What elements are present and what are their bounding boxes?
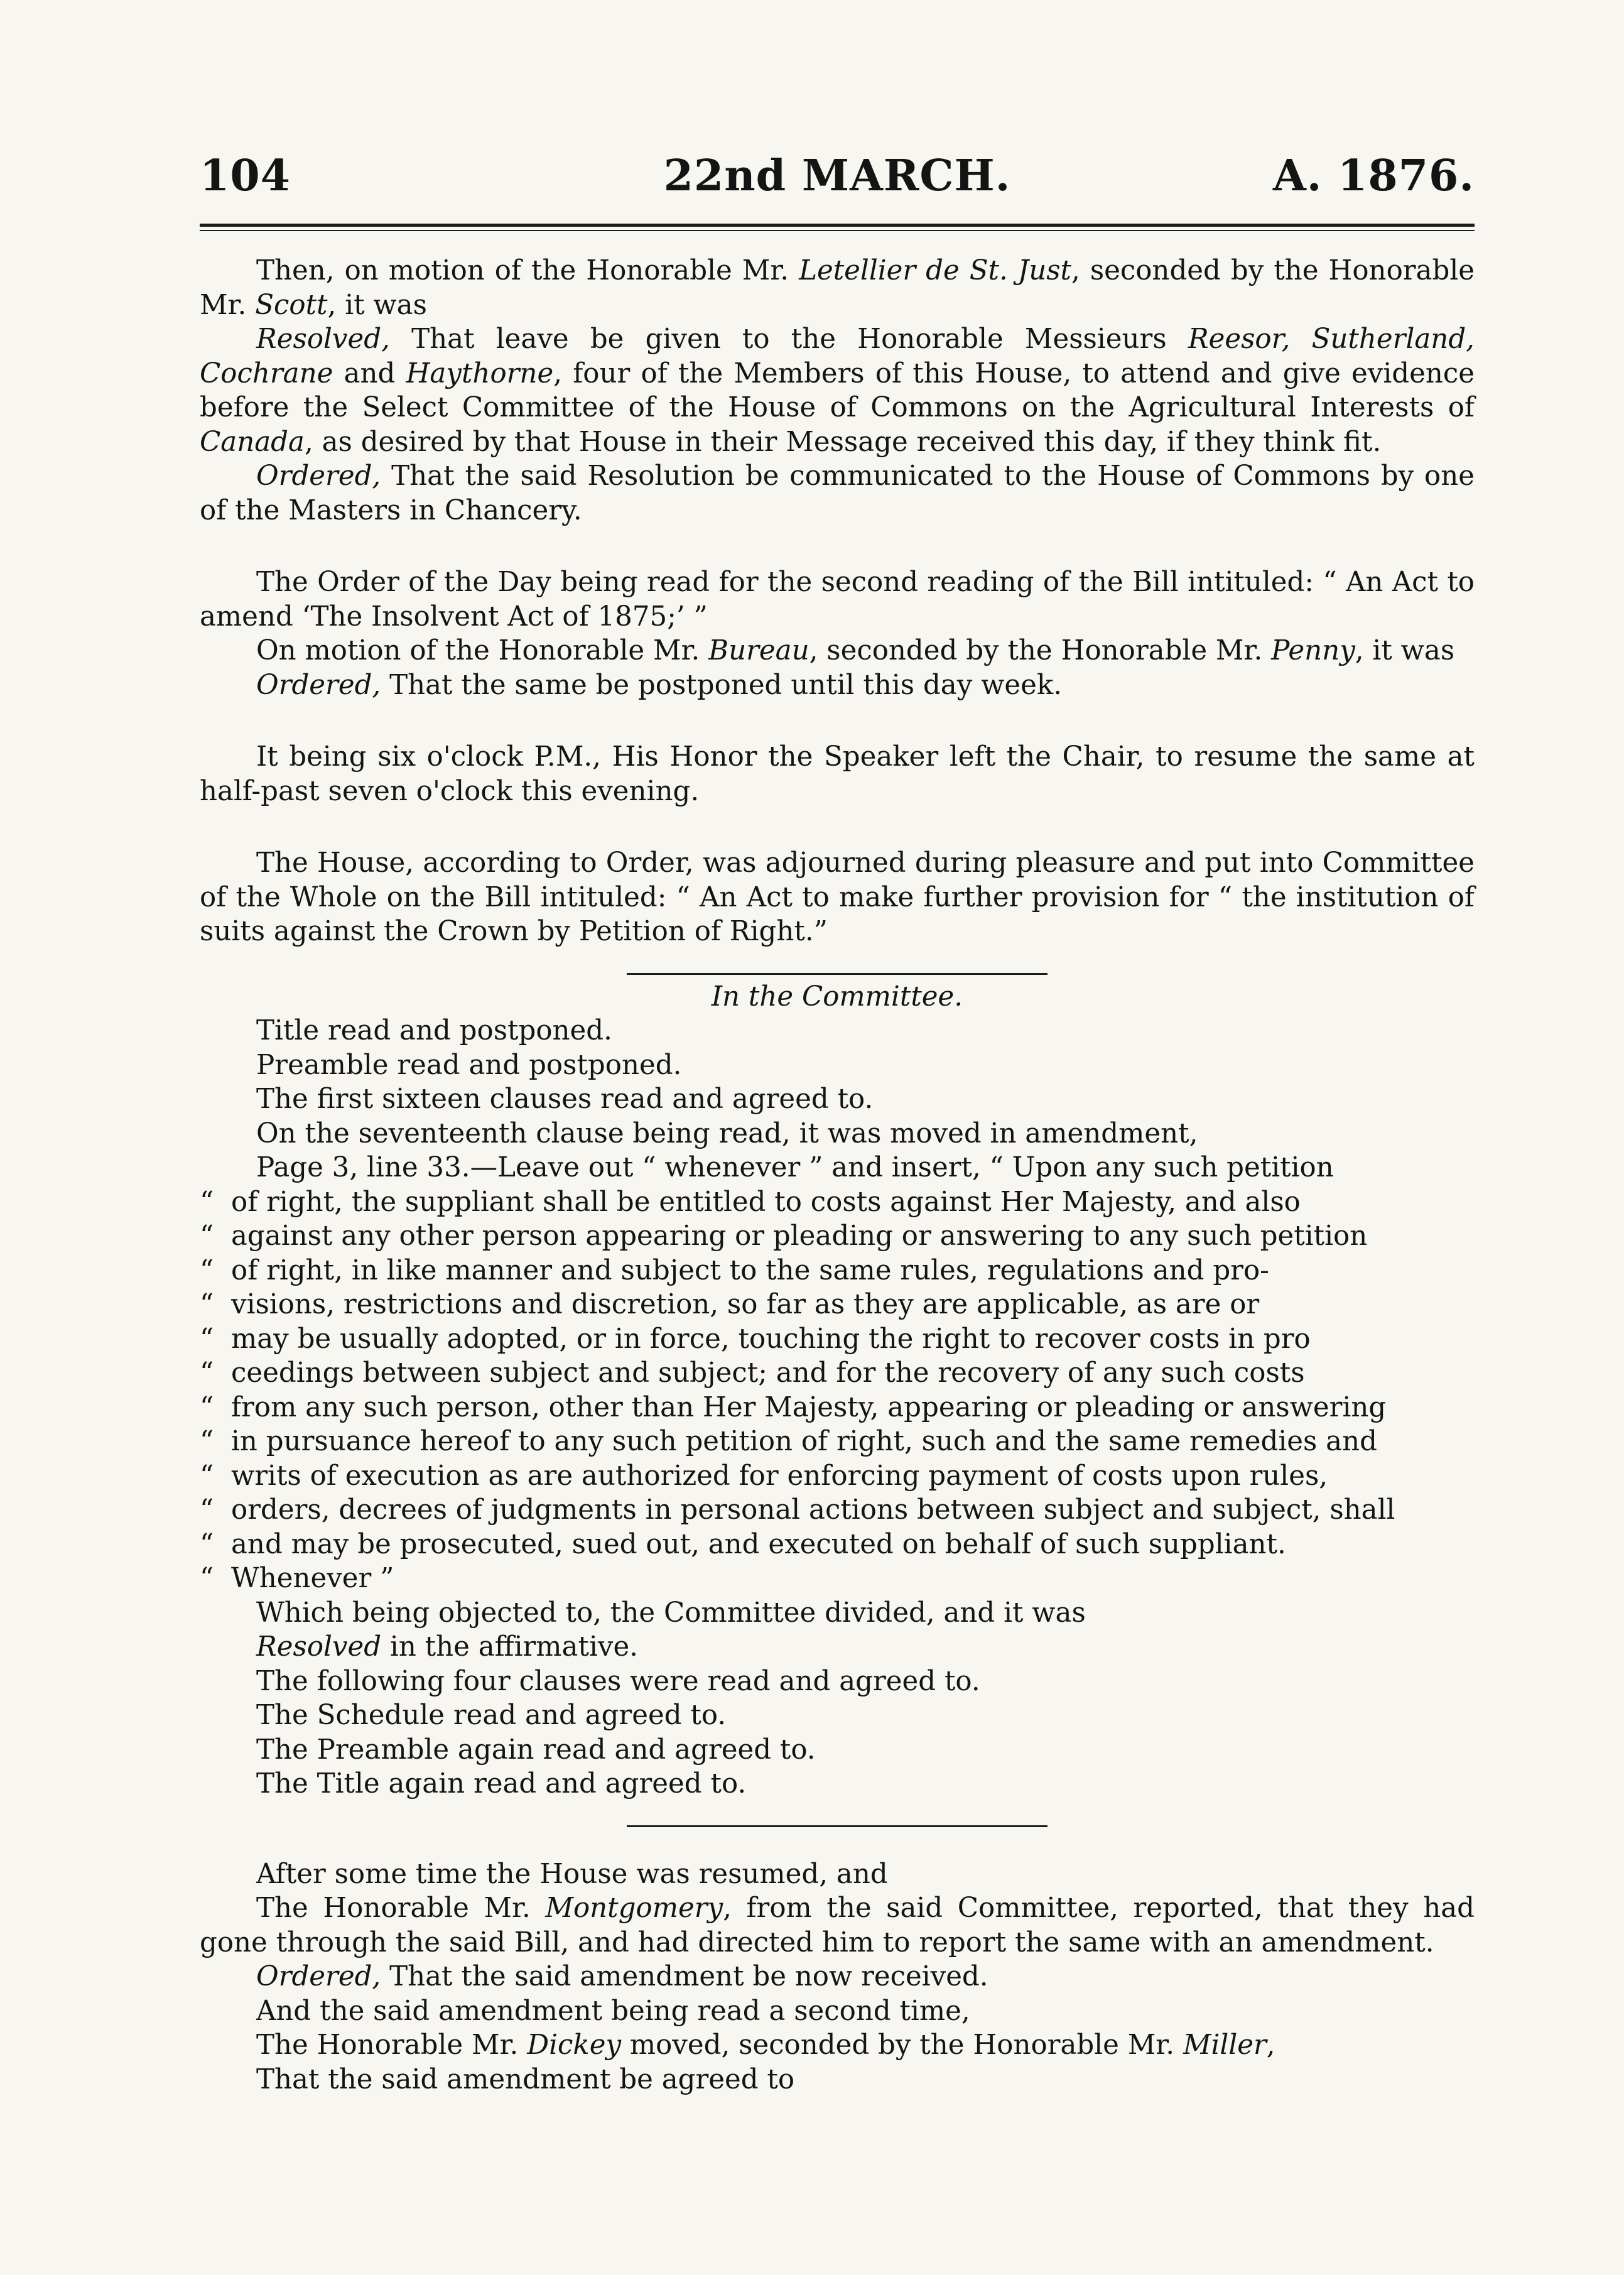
paragraph-ordered-2: Ordered, That the same be postponed until this day week. — [256, 669, 1063, 701]
paragraph-ordered: Ordered, That the said Resolution be communicated to the House of Commons by one of the Masters in Chancery. — [200, 460, 1475, 526]
member-name: Dickey — [527, 2029, 622, 2061]
amendment-line: “ Whenever ” — [200, 1563, 394, 1594]
amendment-line: “ orders, decrees of judgments in personal actions between subject and subject, shall — [200, 1494, 1395, 1526]
amendment-text — [200, 1151, 1475, 1596]
page-header — [200, 151, 1475, 220]
amendment-line: “ in pursuance hereof to any such petition of right, such and the same remedies and — [200, 1426, 1377, 1457]
paragraph-resolution: Resolved, That leave be given to the Honorable Messieurs Reesor, Sutherland, Cochrane and Haythorne, four of the Members of this House, to attend and give evidence before the Select Committee of the House of Commons on the Agricultural Interests of Canada, as desired by that House in their Message received this day, if they think fit. — [200, 323, 1475, 458]
member-name: Haythorne — [406, 357, 554, 389]
page-date: 22nd MARCH. — [663, 151, 1011, 201]
paragraph-motion-2: On motion of the Honorable Mr. Bureau, seconded by the Honorable Mr. Penny, it was — [256, 635, 1455, 666]
paragraph-committee-of-whole: The House, according to Order, was adjourned during pleasure and put into Committee of the Whole on the Bill intituled: “ An Act to make further provision for “ the institution of suits against the Crown by Petition of Right.” — [200, 847, 1475, 947]
committee-line: On the seventeenth clause being read, it was moved in amendment, — [256, 1117, 1198, 1149]
paragraph-speaker: It being six o'clock P.M., His Honor the Speaker left the Chair, to resume the same at half-past seven o'clock this evening. — [200, 741, 1475, 807]
committee-line: Preamble read and postponed. — [256, 1049, 682, 1081]
committee-line: Title read and postponed. — [256, 1015, 612, 1046]
amendment-line: “ against any other person appearing or pleading or answering to any such petition — [200, 1220, 1368, 1252]
member-name: Montgomery — [545, 1892, 723, 1924]
header-rule — [200, 224, 1475, 231]
committee-line: Resolved in the affirmative. — [256, 1631, 639, 1663]
member-name: Miller — [1183, 2029, 1267, 2061]
member-name: Scott — [255, 289, 328, 321]
committee-line: The first sixteen clauses read and agreed to. — [256, 1083, 874, 1115]
page-body — [200, 254, 1475, 2097]
member-names: Reesor, Sutherland, Cochrane — [200, 323, 1475, 389]
member-name: Letellier de St. Just — [799, 255, 1072, 286]
paragraph-motion: Then, on motion of the Honorable Mr. Letellier de St. Just, seconded by the Honorable Mr. Scott, it was — [200, 255, 1475, 321]
amendment-line: “ of right, the suppliant shall be entitled to costs against Her Majesty, and also — [200, 1186, 1301, 1218]
committee-line: The Schedule read and agreed to. — [256, 1700, 727, 1731]
after-line: That the said amendment be agreed to — [256, 2063, 795, 2095]
amendment-line: “ may be usually adopted, or in force, touching the right to recover costs in pro — [200, 1323, 1311, 1355]
after-line: And the said amendment being read a second time, — [256, 1995, 970, 2027]
section-rule — [627, 1825, 1047, 1827]
after-line: Ordered, That the said amendment be now received. — [256, 1961, 988, 1992]
committee-line: Which being objected to, the Committee divided, and it was — [256, 1597, 1086, 1629]
amendment-line: “ from any such person, other than Her Majesty, appearing or pleading or answering — [200, 1391, 1387, 1423]
amendment-line: “ and may be prosecuted, sued out, and executed on behalf of such suppliant. — [200, 1528, 1286, 1560]
section-rule — [627, 973, 1047, 975]
after-line: The Honorable Mr. Dickey moved, seconded by the Honorable Mr. Miller, — [256, 2029, 1275, 2061]
page-year: A. 1876. — [1272, 151, 1475, 201]
after-line: After some time the House was resumed, and — [256, 1858, 888, 1890]
member-name: Penny — [1271, 635, 1355, 666]
page-number: 104 — [200, 151, 291, 201]
paragraph-order-of-day: The Order of the Day being read for the second reading of the Bill intituled: “ An Act to amend ‘The Insolvent Act of 1875;’ ” — [200, 567, 1475, 633]
member-name: Bureau — [708, 635, 809, 666]
amendment-line: “ writs of execution as are authorized for enforcing payment of costs upon rules, — [200, 1460, 1328, 1492]
journal-page — [200, 151, 1475, 2097]
committee-heading: In the Committee. — [711, 980, 963, 1013]
amendment-line: “ ceedings between subject and subject; and for the recovery of any such costs — [200, 1357, 1305, 1389]
committee-line: The following four clauses were read and agreed to. — [256, 1665, 980, 1697]
committee-line: The Preamble again read and agreed to. — [256, 1734, 816, 1766]
committee-line: The Title again read and agreed to. — [256, 1768, 747, 1800]
amendment-line: “ of right, in like manner and subject to the same rules, regulations and pro- — [200, 1254, 1269, 1286]
amendment-line: Page 3, line 33.—Leave out “ whenever ” and insert, “ Upon any such petition — [256, 1152, 1334, 1183]
amendment-line: “ visions, restrictions and discretion, so far as they are applicable, as are or — [200, 1289, 1260, 1320]
after-line: The Honorable Mr. Montgomery, from the said Committee, reported, that they had gone through the said Bill, and had directed him to report the same with an amendment. — [200, 1892, 1475, 1958]
